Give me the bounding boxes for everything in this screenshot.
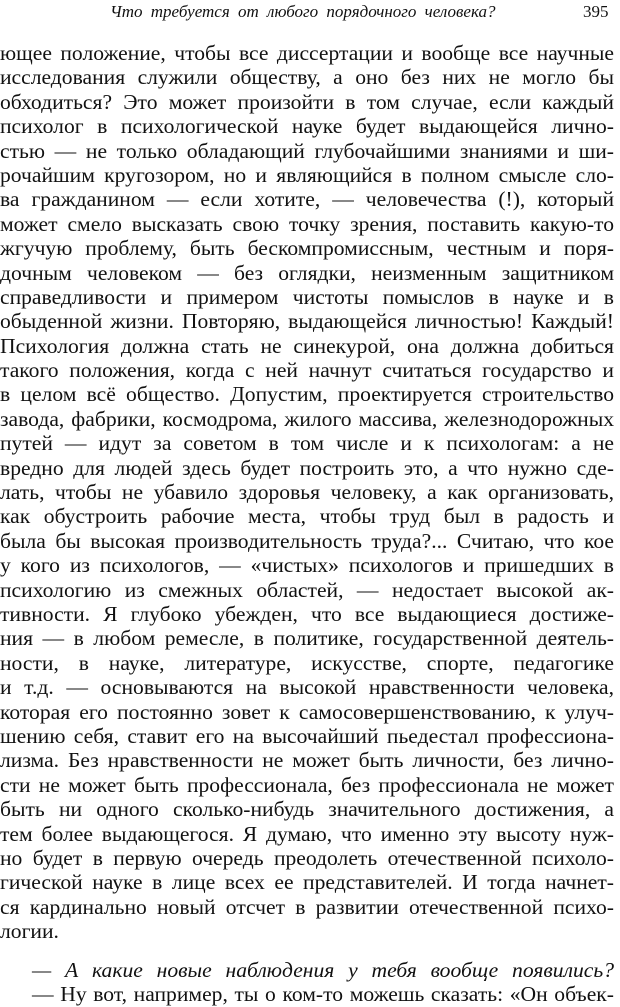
dialog-question: — А какие новые наблюдения у тебя вообще появились? [32, 957, 614, 982]
paragraph-line: такого положения, когда с ней начнут считаться государство и [0, 358, 614, 383]
running-title: Что требуется от любого порядочного человека? [110, 2, 496, 21]
page-number: 395 [583, 2, 609, 21]
paragraph-line: рочайшим кругозором, но и являющийся в полном смысле сло- [0, 162, 614, 187]
paragraph-line: лать, чтобы не убавило здоровья человеку, а как организовать, [0, 480, 614, 505]
paragraph-line: психологию из смежных областей, — недостает высокой ак- [0, 577, 614, 602]
paragraph-line: в целом всё общество. Допустим, проектируется строительство [0, 382, 614, 407]
paragraph-line: была бы высокая производительность труда?... Считаю, что кое [0, 528, 614, 553]
paragraph-line: логии. [0, 919, 59, 944]
paragraph-line: шению себя, ставит его на высочайший пьедестал профессиона- [0, 723, 614, 748]
paragraph-line: тивности. Я глубоко убежден, что все выдающиеся достиже- [0, 601, 614, 626]
paragraph-line: сти не может быть профессионала, без профессионала не может [0, 772, 614, 797]
paragraph-line: и т.д. — основываются на высокой нравственности человека, [0, 675, 614, 700]
paragraph-line: как обустроить рабочие места, чтобы труд был в радость и [0, 504, 614, 529]
dialog-answer-start: — Ну вот, например, ты о ком-то можешь сказать: «Он объек- [32, 982, 614, 1007]
paragraph-line: обыденной жизни. Повторяю, выдающейся личностью! Каждый! [0, 309, 614, 334]
dialog-block [0, 958, 614, 1007]
paragraph-line: вредно для людей здесь будет построить это, а что нужно сде- [0, 455, 614, 480]
paragraph-line: психолог в психологической науке будет выдающейся лично- [0, 114, 614, 139]
paragraph-line: завода, фабрики, космодрома, жилого массива, железнодорожных [0, 406, 614, 431]
paragraph-line: быть ни одного сколько-нибудь значительного достижения, а [0, 797, 614, 822]
paragraph-line: путей — идут за советом в том числе и к психологам: а не [0, 431, 614, 456]
paragraph-line: лизма. Без нравственности не может быть личности, без личнo- [0, 748, 614, 773]
paragraph-line: тем более выдающегося. Я думаю, что именно эту высоту нуж- [0, 821, 614, 846]
paragraph-line: ся кардинально новый отсчет в развитии отечественной психо- [0, 894, 614, 919]
page-header [0, 0, 620, 30]
paragraph-line: жгучую проблему, быть бескомпромиссным, честным и поря- [0, 236, 614, 261]
main-paragraph [0, 41, 614, 943]
paragraph-line: ния — в любом ремесле, в политике, государственной деятель- [0, 626, 614, 651]
paragraph-line: исследования служили обществу, а оно без них не могло бы [0, 65, 614, 90]
paragraph-line: обходиться? Это может произойти в том случае, если каждый [0, 89, 614, 114]
paragraph-line: у кого из психологов, — «чистых» психологов и пришедших в [0, 553, 614, 578]
paragraph-line: Психология должна стать не синекурой, она должна добиться [0, 333, 614, 358]
paragraph-line: ва гражданином — если хотите, — человечества (!), который [0, 187, 614, 212]
paragraph-line: гической науке в лице всех ее представителей. И тогда начнет- [0, 870, 614, 895]
paragraph-line: ющее положение, чтобы все диссертации и вообще все научные [0, 41, 614, 65]
paragraph-line: но будет в первую очередь преодолеть отечественной психоло- [0, 845, 614, 870]
paragraph-line: может смело высказать свою точку зрения, поставить какую-то [0, 211, 614, 236]
paragraph-line: ности, в науке, литературе, искусстве, спорте, педагогике [0, 650, 614, 675]
paragraph-line: стью — не только обладающий глубочайшими знаниями и ши- [0, 138, 614, 163]
paragraph-line: дочным человеком — без оглядки, неизменным защитником [0, 260, 614, 285]
paragraph-line: справедливости и примером чистоты помыслов в науке и в [0, 284, 614, 309]
paragraph-line: которая его постоянно зовет к самосовершенствованию, к улуч- [0, 699, 614, 724]
